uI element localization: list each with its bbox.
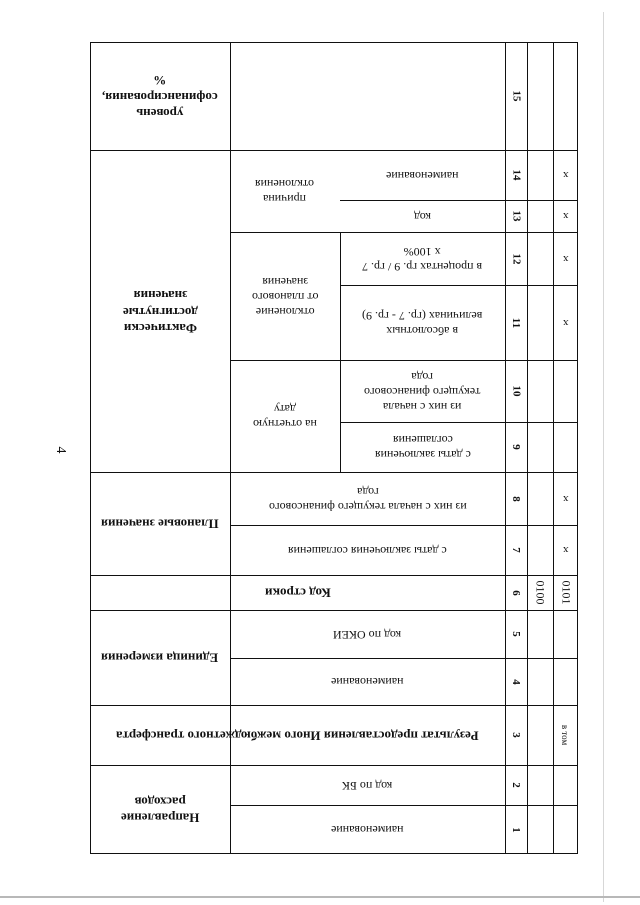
header-text: с даты заключения соглашения bbox=[288, 543, 447, 558]
header-text: на отчетную дату bbox=[253, 402, 317, 431]
header-planovye-znacheniya bbox=[90, 472, 230, 575]
row2-col13 bbox=[553, 200, 578, 232]
header-text: в абсолютных величинах (гр. 7 - гр. 9) bbox=[362, 308, 483, 338]
column-number-7 bbox=[505, 525, 527, 575]
table-vline bbox=[527, 42, 528, 854]
header-iz-nikh-fakt bbox=[340, 360, 505, 422]
column-number-2 bbox=[505, 765, 527, 805]
header-kod-stroki bbox=[90, 575, 505, 610]
column-number-text: 15 bbox=[510, 90, 522, 102]
header-kod-po-bk bbox=[230, 765, 505, 805]
header-text: отклонение от планового значения bbox=[251, 274, 319, 319]
column-number-11 bbox=[505, 285, 527, 360]
header-s-daty-zaklyucheniya bbox=[230, 525, 505, 575]
header-text: Плановые значения bbox=[101, 516, 219, 532]
header-text: в процентах гр. 9 / гр. 7 x 100% bbox=[362, 244, 483, 274]
header-text: Направление расходов bbox=[120, 794, 200, 826]
header-uroven-sofinansirovaniya bbox=[90, 42, 230, 150]
header-prichina bbox=[230, 150, 340, 232]
row2-kod-stroki bbox=[553, 575, 578, 610]
column-number-1 bbox=[505, 805, 527, 854]
column-number-text: 6 bbox=[510, 589, 522, 596]
row2-col14 bbox=[553, 150, 578, 200]
header-text: причина отклонения bbox=[255, 177, 315, 206]
row1-kod-stroki bbox=[527, 575, 553, 610]
column-number-9 bbox=[505, 422, 527, 472]
header-rezultat bbox=[90, 705, 505, 765]
column-number-text: 9 bbox=[510, 444, 522, 450]
header-napravlenie-raskhodov bbox=[90, 765, 230, 854]
column-number-text: 1 bbox=[510, 826, 522, 833]
column-number-5 bbox=[505, 610, 527, 658]
row-value: x bbox=[562, 210, 569, 222]
header-text: из них с начала текущего финансового года bbox=[268, 484, 467, 514]
header-otklonenie bbox=[230, 232, 340, 360]
column-number-4 bbox=[505, 658, 527, 705]
column-number-text: 8 bbox=[510, 495, 522, 502]
row-value: x bbox=[562, 169, 569, 181]
row-value: x bbox=[562, 544, 569, 556]
column-number-text: 13 bbox=[510, 210, 522, 222]
column-number-text: 11 bbox=[510, 317, 522, 328]
column-number-6 bbox=[505, 575, 527, 610]
header-edinitsa-izmereniya bbox=[90, 610, 230, 705]
column-number-text: 14 bbox=[510, 169, 522, 181]
row-value: в том bbox=[560, 724, 571, 746]
header-naimenovanie bbox=[230, 805, 505, 854]
column-number-10 bbox=[505, 360, 527, 422]
header-fakticheski bbox=[90, 150, 230, 472]
header-naimenovanie-prichiny bbox=[340, 150, 505, 200]
column-number-text: 7 bbox=[510, 547, 522, 553]
row-value: 0101 bbox=[559, 580, 573, 605]
column-number-text: 5 bbox=[510, 631, 522, 637]
row2-label bbox=[553, 705, 578, 765]
column-number-14 bbox=[505, 150, 527, 200]
header-text: код bbox=[414, 209, 431, 224]
header-text: Фактически достигнутые значения bbox=[122, 287, 198, 336]
header-text: код по БК bbox=[342, 778, 393, 793]
header-naimenovanie-ed bbox=[230, 658, 505, 705]
header-text: с даты заключения соглашения bbox=[374, 433, 471, 462]
row-value: x bbox=[562, 316, 569, 329]
column-number-3 bbox=[505, 705, 527, 765]
row-value: x bbox=[562, 252, 569, 265]
row-value: x bbox=[562, 492, 569, 505]
column-number-text: 2 bbox=[510, 782, 522, 788]
header-text: из них с начала текущего финансового года bbox=[364, 369, 481, 414]
page-number: 4 bbox=[53, 446, 68, 454]
header-text: Результат предоставления Иного межбюджетного трансферта bbox=[116, 728, 479, 744]
header-text: наименование bbox=[331, 823, 404, 837]
column-number-15 bbox=[505, 42, 527, 150]
column-number-text: 10 bbox=[510, 385, 522, 397]
header-na-otchetnuyu-datu bbox=[230, 360, 340, 472]
header-v-absolyutnykh bbox=[340, 285, 505, 360]
column-number-text: 3 bbox=[510, 732, 522, 738]
row2-col12 bbox=[553, 232, 578, 285]
column-number-text: 12 bbox=[510, 253, 522, 264]
header-text: наименование bbox=[386, 168, 459, 183]
header-s-daty-fakt bbox=[340, 422, 505, 472]
header-text: Единица измерения bbox=[101, 650, 219, 666]
header-text: наименование bbox=[331, 675, 404, 689]
row2-col8 bbox=[553, 472, 578, 525]
header-iz-nikh-plan bbox=[230, 472, 505, 525]
column-number-13 bbox=[505, 200, 527, 232]
row2-col7 bbox=[553, 525, 578, 575]
scan-edge-bottom bbox=[0, 896, 640, 898]
header-v-protsentakh bbox=[340, 232, 505, 285]
header-text: уровень софинансирования, % bbox=[102, 72, 218, 121]
column-number-8 bbox=[505, 472, 527, 525]
header-text: код по ОКЕИ bbox=[333, 627, 402, 642]
row2-col11 bbox=[553, 285, 578, 360]
scan-edge-right bbox=[603, 12, 604, 902]
header-kod-prichiny bbox=[340, 200, 505, 232]
column-number-12 bbox=[505, 232, 527, 285]
header-kod-po-okei bbox=[230, 610, 505, 658]
header-text: Код строки bbox=[264, 585, 331, 601]
column-number-text: 4 bbox=[510, 678, 522, 685]
row-value: 0100 bbox=[533, 580, 548, 605]
